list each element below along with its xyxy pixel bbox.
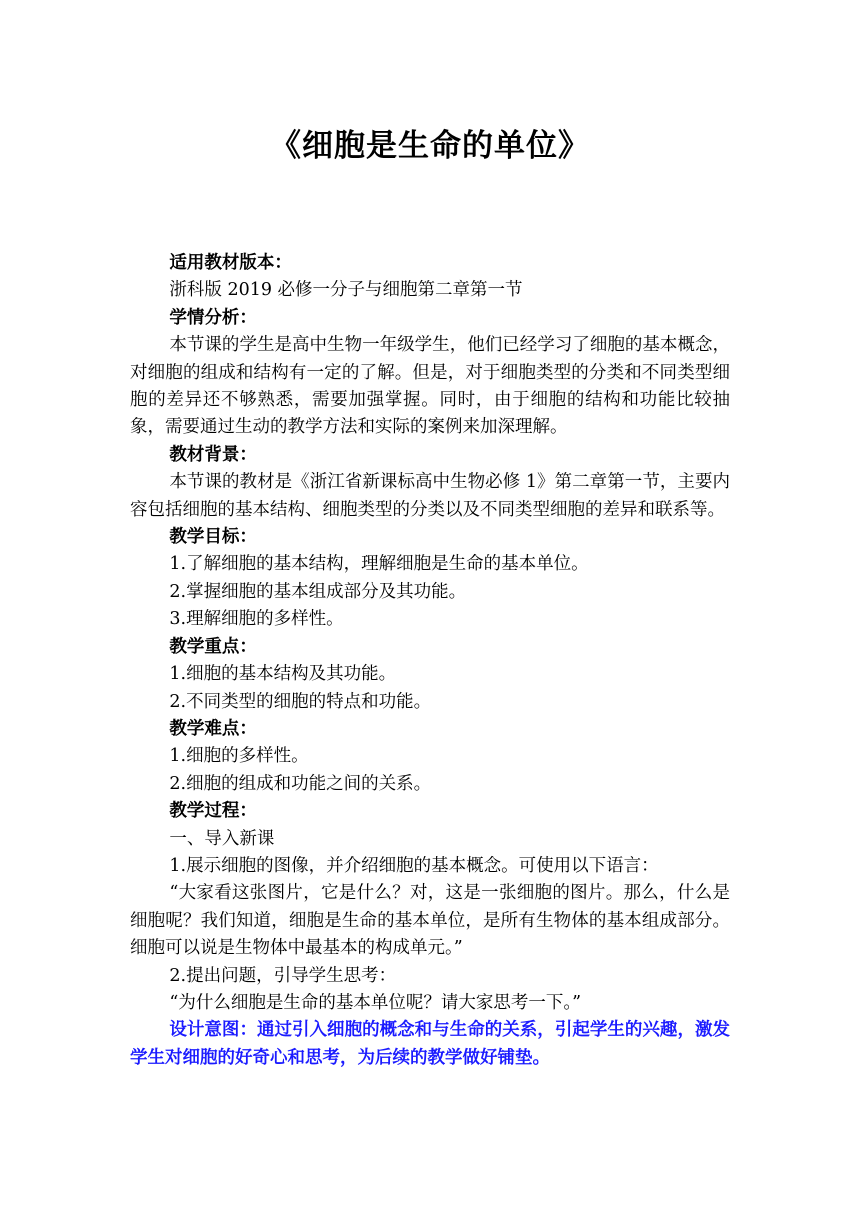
analysis-heading: 学情分析： [169, 307, 257, 328]
objective-item: 3.理解细胞的多样性。 [169, 609, 344, 630]
difficulty-item: 2.细胞的组成和功能之间的关系。 [169, 773, 432, 794]
process-quote: “为什么细胞是生命的基本单位呢？请大家思考一下。” [169, 992, 582, 1013]
objective-item: 2.掌握细胞的基本组成部分及其功能。 [169, 581, 467, 602]
key-point-item: 1.细胞的基本结构及其功能。 [169, 664, 397, 685]
process-heading: 教学过程： [169, 801, 257, 822]
objective-item: 1.了解细胞的基本结构，理解细胞是生命的基本单位。 [169, 554, 589, 575]
process-item: 1.展示细胞的图像，并介绍细胞的基本概念。可使用以下语言： [169, 855, 659, 876]
objectives-heading: 教学目标： [169, 527, 257, 548]
edition-heading: 适用教材版本： [169, 253, 292, 273]
edition-text: 浙科版 2019 必修一分子与细胞第二章第一节 [169, 280, 523, 301]
document-title: 《细胞是生命的单位》 [270, 128, 590, 164]
document-body [130, 250, 730, 1072]
key-point-item: 2.不同类型的细胞的特点和功能。 [169, 691, 432, 712]
analysis-paragraph: 本节课的学生是高中生物一年级学生，他们已经学习了细胞的基本概念，对细胞的组成和结构有一定的了解。但是，对于细胞类型的分类和不同类型细胞的差异还不够熟悉，需要加强掌握。同时，由于细胞的结构和功能比较抽象，需要通过生动的教学方法和实际的案例来加深理解。 [130, 335, 730, 438]
process-step: 一、导入新课 [169, 828, 275, 849]
background-heading: 教材背景： [169, 444, 257, 465]
background-paragraph: 本节课的教材是《浙江省新课标高中生物必修 1》第二章第一节，主要内容包括细胞的基本结构、细胞类型的分类以及不同类型细胞的差异和联系等。 [130, 472, 730, 520]
process-quote: “大家看这张图片，它是什么？对，这是一张细胞的图片。那么，什么是细胞呢？我们知道，细胞是生命的基本单位，是所有生物体的基本组成部分。细胞可以说是生物体中最基本的构成单元。” [130, 883, 730, 959]
difficulty-item: 1.细胞的多样性。 [169, 746, 309, 767]
difficulties-heading: 教学难点： [169, 718, 257, 739]
design-intent: 设计意图：通过引入细胞的概念和与生命的关系，引起学生的兴趣，激发学生对细胞的好奇心和思考，为后续的教学做好铺垫。 [130, 1020, 730, 1068]
key-points-heading: 教学重点： [169, 636, 257, 657]
process-item: 2.提出问题，引导学生思考： [169, 965, 397, 986]
